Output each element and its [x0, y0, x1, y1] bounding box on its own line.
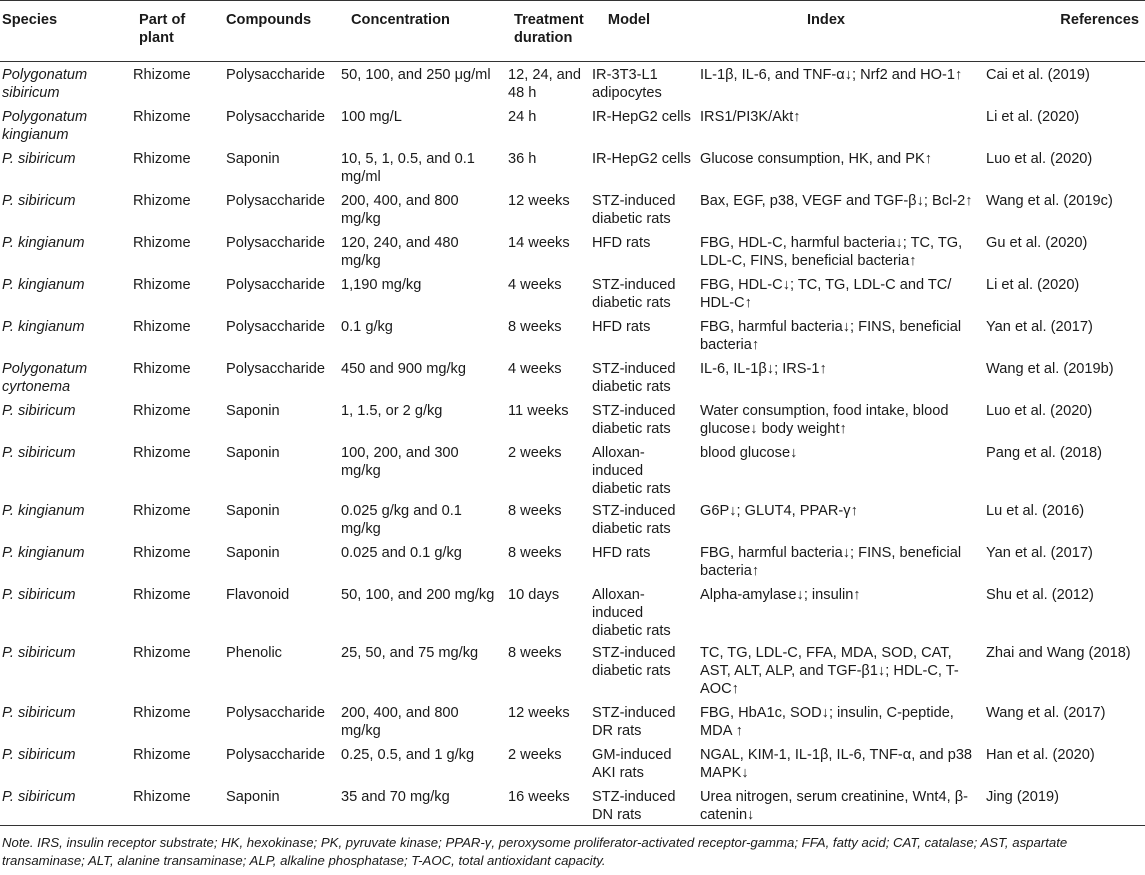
cell-model: STZ-induced diabetic rats [592, 644, 676, 679]
cell-concentration: 0.1 g/kg [341, 318, 393, 335]
cell-concentration: 50, 100, and 250 μg/ml [341, 67, 491, 83]
cell-index: TC, TG, LDL-C, FFA, MDA, SOD, CAT, AST, ALT, ALP, and TGF-β1↓; HDL-C, T-AOC↑ [700, 644, 959, 697]
cell-compounds: Polysaccharide [226, 108, 325, 125]
cell-model: STZ-induced diabetic rats [592, 192, 676, 227]
cell-species: P. sibiricum [2, 704, 76, 721]
cell-species: P. kingianum [2, 544, 85, 561]
cell-treatment-duration: 11 weeks [508, 402, 569, 419]
cell-concentration: 35 and 70 mg/kg [337, 784, 504, 826]
table-row [0, 784, 1145, 826]
cell-species: P. kingianum [2, 276, 85, 293]
cell-index: IL-1β, IL-6, and TNF-α↓; Nrf2 and HO-1↑ [700, 67, 963, 83]
cell-species: Polygonatum kingianum [2, 108, 88, 143]
cell-references: Yan et al. (2017) [986, 318, 1093, 335]
cell-species: P. kingianum [2, 318, 85, 335]
table-row [0, 146, 1145, 188]
cell-part-of-plant: Rhizome [133, 150, 191, 167]
cell-part-of-plant: Rhizome [133, 360, 191, 377]
cell-part-of-plant: Rhizome [133, 234, 191, 251]
table-row [0, 62, 1145, 104]
cell-species: P. kingianum [2, 234, 85, 251]
cell-species: P. sibiricum [2, 444, 76, 461]
cell-species: Polygonatum sibiricum [2, 67, 88, 101]
cell-treatment-duration: 14 weeks [508, 234, 570, 251]
cell-compounds: Saponin [226, 444, 280, 461]
cell-model: STZ-induced DR rats [592, 704, 676, 739]
cell-model: STZ-induced diabetic rats [592, 502, 676, 537]
table-row [0, 540, 1145, 582]
cell-references: Zhai and Wang (2018) [986, 644, 1131, 661]
cell-compounds: Polysaccharide [226, 318, 325, 335]
cell-part-of-plant: Rhizome [133, 67, 191, 83]
cell-references: Gu et al. (2020) [986, 234, 1088, 251]
cell-part-of-plant: Rhizome [133, 444, 191, 461]
cell-concentration: 0.025 g/kg and 0.1 mg/kg [341, 502, 462, 537]
cell-species: P. sibiricum [2, 644, 76, 661]
cell-compounds: Polysaccharide [226, 67, 325, 83]
cell-references: Cai et al. (2019) [986, 67, 1090, 83]
cell-model: HFD rats [592, 544, 651, 561]
cell-compounds: Saponin [226, 150, 280, 167]
table-row [0, 230, 1145, 272]
cell-model: STZ-induced diabetic rats [592, 360, 676, 395]
table-row [0, 272, 1145, 314]
cell-references: Wang et al. (2019b) [986, 360, 1114, 377]
cell-index: Glucose consumption, HK, and PK↑ [700, 150, 932, 167]
cell-part-of-plant: Rhizome [133, 108, 191, 125]
table-row [0, 188, 1145, 230]
cell-concentration: 200, 400, and 800 mg/kg [341, 704, 459, 739]
table-footnote: Note. IRS, insulin receptor substrate; HK, hexokinase; PK, pyruvate kinase; PPAR-γ, peroxysome proliferator-activated receptor-gamma; FFA, fatty acid; CAT, catalase; AST, aspartate transaminase; ALT, alanine transaminase; ALP, alkaline phosphatase; T-AOC, total antioxidant capacity. [2, 835, 1068, 868]
header-treatment-duration: Treatment duration [504, 1, 588, 62]
cell-concentration: 0.025 and 0.1 g/kg [341, 544, 462, 561]
header-part-of-plant: Part of plant [129, 1, 222, 62]
cell-species: Polygonatum cyrtonema [2, 360, 88, 395]
cell-index: FBG, HDL-C↓; TC, TG, LDL-C and TC/ HDL-C↑ [700, 276, 952, 311]
cell-references: Li et al. (2020) [986, 108, 1080, 125]
cell-treatment-duration: 12, 24, and 48 h [508, 67, 582, 101]
header-row [0, 1, 1145, 62]
cell-compounds: Polysaccharide [226, 360, 325, 377]
cell-concentration: 0.25, 0.5, and 1 g/kg [341, 746, 475, 763]
cell-part-of-plant: Rhizome [129, 784, 222, 826]
table-row [0, 498, 1145, 540]
cell-treatment-duration: 4 weeks [508, 360, 562, 377]
cell-species: P. sibiricum [2, 402, 76, 419]
cell-references: Luo et al. (2020) [986, 402, 1093, 419]
header-references: References [982, 1, 1145, 62]
cell-part-of-plant: Rhizome [133, 704, 191, 721]
cell-compounds: Phenolic [226, 644, 282, 661]
cell-references: Yan et al. (2017) [986, 544, 1093, 561]
cell-model: HFD rats [592, 318, 651, 335]
cell-compounds: Polysaccharide [226, 192, 325, 209]
cell-concentration: 50, 100, and 200 mg/kg [341, 586, 495, 603]
cell-treatment-duration: 24 h [508, 108, 537, 125]
table-row [0, 582, 1145, 640]
cell-references: Wang et al. (2019c) [986, 192, 1113, 209]
cell-treatment-duration: 8 weeks [508, 502, 562, 519]
cell-index: IRS1/PI3K/Akt↑ [700, 108, 801, 125]
header-index: Index [696, 1, 982, 62]
cell-model: Alloxan-induced diabetic rats [592, 444, 671, 497]
cell-species: P. kingianum [2, 502, 85, 519]
cell-concentration: 100 mg/L [341, 108, 402, 125]
cell-references: Li et al. (2020) [986, 276, 1080, 293]
cell-references: Han et al. (2020) [986, 746, 1095, 763]
header-species: Species [0, 1, 129, 62]
cell-compounds: Polysaccharide [226, 704, 325, 721]
cell-references: Pang et al. (2018) [986, 444, 1103, 461]
cell-treatment-duration: 10 days [508, 586, 560, 603]
cell-species: P. sibiricum [2, 746, 76, 763]
cell-index: Urea nitrogen, serum creatinine, Wnt4, β-catenin↓ [696, 784, 982, 826]
cell-compounds: Saponin [226, 502, 280, 519]
cell-species: P. sibiricum [2, 586, 76, 603]
cell-treatment-duration: 36 h [508, 150, 537, 167]
cell-model: STZ-induced DN rats [588, 784, 696, 826]
cell-index: Water consumption, food intake, blood glucose↓ body weight↑ [700, 402, 949, 437]
cell-references: Shu et al. (2012) [986, 586, 1094, 603]
cell-part-of-plant: Rhizome [133, 276, 191, 293]
header-concentration: Concentration [337, 1, 504, 62]
cell-concentration: 1, 1.5, or 2 g/kg [341, 402, 443, 419]
cell-model: Alloxan-induced diabetic rats [592, 586, 671, 639]
cell-compounds: Polysaccharide [226, 746, 325, 763]
cell-species: P. sibiricum [2, 192, 76, 209]
cell-treatment-duration: 4 weeks [508, 276, 562, 293]
cell-compounds: Saponin [222, 784, 337, 826]
table-row [0, 742, 1145, 784]
cell-model: STZ-induced diabetic rats [592, 402, 676, 437]
table-header [0, 1, 1145, 62]
cell-part-of-plant: Rhizome [133, 746, 191, 763]
table-row [0, 440, 1145, 498]
cell-concentration: 25, 50, and 75 mg/kg [341, 644, 479, 661]
cell-treatment-duration: 12 weeks [508, 704, 570, 721]
cell-compounds: Polysaccharide [226, 234, 325, 251]
cell-index: IL-6, IL-1β↓; IRS-1↑ [700, 360, 827, 377]
cell-references: Wang et al. (2017) [986, 704, 1106, 721]
cell-model: IR-HepG2 cells [592, 108, 691, 125]
cell-part-of-plant: Rhizome [133, 502, 191, 519]
cell-concentration: 1,190 mg/kg [341, 276, 422, 293]
cell-concentration: 450 and 900 mg/kg [341, 360, 466, 377]
cell-part-of-plant: Rhizome [133, 644, 191, 661]
cell-treatment-duration: 16 weeks [504, 784, 588, 826]
cell-compounds: Polysaccharide [226, 276, 325, 293]
header-model: Model [588, 1, 696, 62]
cell-references: Jing (2019) [982, 784, 1145, 826]
cell-index: Bax, EGF, p38, VEGF and TGF-β↓; Bcl-2↑ [700, 192, 973, 209]
table-row [0, 356, 1145, 398]
table-row [0, 314, 1145, 356]
table-body [0, 62, 1145, 826]
cell-index: Alpha-amylase↓; insulin↑ [700, 586, 861, 603]
cell-compounds: Saponin [226, 544, 280, 561]
cell-part-of-plant: Rhizome [133, 586, 191, 603]
cell-compounds: Saponin [226, 402, 280, 419]
cell-index: FBG, HbA1c, SOD↓; insulin, C-peptide, MDA ↑ [700, 704, 954, 739]
header-compounds: Compounds [222, 1, 337, 62]
cell-part-of-plant: Rhizome [133, 192, 191, 209]
cell-treatment-duration: 8 weeks [508, 644, 562, 661]
cell-references: Luo et al. (2020) [986, 150, 1093, 167]
table-row [0, 640, 1145, 700]
cell-part-of-plant: Rhizome [133, 402, 191, 419]
cell-index: FBG, harmful bacteria↓; FINS, beneficial bacteria↑ [700, 318, 962, 353]
cell-model: GM-induced AKI rats [592, 746, 672, 781]
cell-index: NGAL, KIM-1, IL-1β, IL-6, TNF-α, and p38 MAPK↓ [700, 746, 973, 781]
cell-index: FBG, HDL-C, harmful bacteria↓; TC, TG, LDL-C, FINS, beneficial bacteria↑ [700, 234, 963, 269]
table-row [0, 104, 1145, 146]
cell-treatment-duration: 2 weeks [508, 746, 562, 763]
cell-index: G6P↓; GLUT4, PPAR-γ↑ [700, 502, 858, 519]
cell-model: IR-HepG2 cells [592, 150, 691, 167]
cell-species: P. sibiricum [0, 784, 129, 826]
cell-treatment-duration: 2 weeks [508, 444, 562, 461]
cell-treatment-duration: 8 weeks [508, 318, 562, 335]
cell-concentration: 10, 5, 1, 0.5, and 0.1 mg/ml [341, 150, 475, 185]
cell-treatment-duration: 8 weeks [508, 544, 562, 561]
cell-concentration: 100, 200, and 300 mg/kg [341, 444, 459, 479]
cell-index: blood glucose↓ [700, 444, 798, 461]
cell-treatment-duration: 12 weeks [508, 192, 570, 209]
cell-species: P. sibiricum [2, 150, 76, 167]
cell-concentration: 120, 240, and 480 mg/kg [341, 234, 459, 269]
cell-model: IR-3T3-L1 adipocytes [592, 67, 662, 101]
cell-model: HFD rats [592, 234, 651, 251]
cell-part-of-plant: Rhizome [133, 544, 191, 561]
cell-index: FBG, harmful bacteria↓; FINS, beneficial bacteria↑ [700, 544, 962, 579]
cell-part-of-plant: Rhizome [133, 318, 191, 335]
table-row [0, 700, 1145, 742]
table-row [0, 398, 1145, 440]
cell-compounds: Flavonoid [226, 586, 290, 603]
cell-model: STZ-induced diabetic rats [592, 276, 676, 311]
cell-concentration: 200, 400, and 800 mg/kg [341, 192, 459, 227]
cell-references: Lu et al. (2016) [986, 502, 1085, 519]
